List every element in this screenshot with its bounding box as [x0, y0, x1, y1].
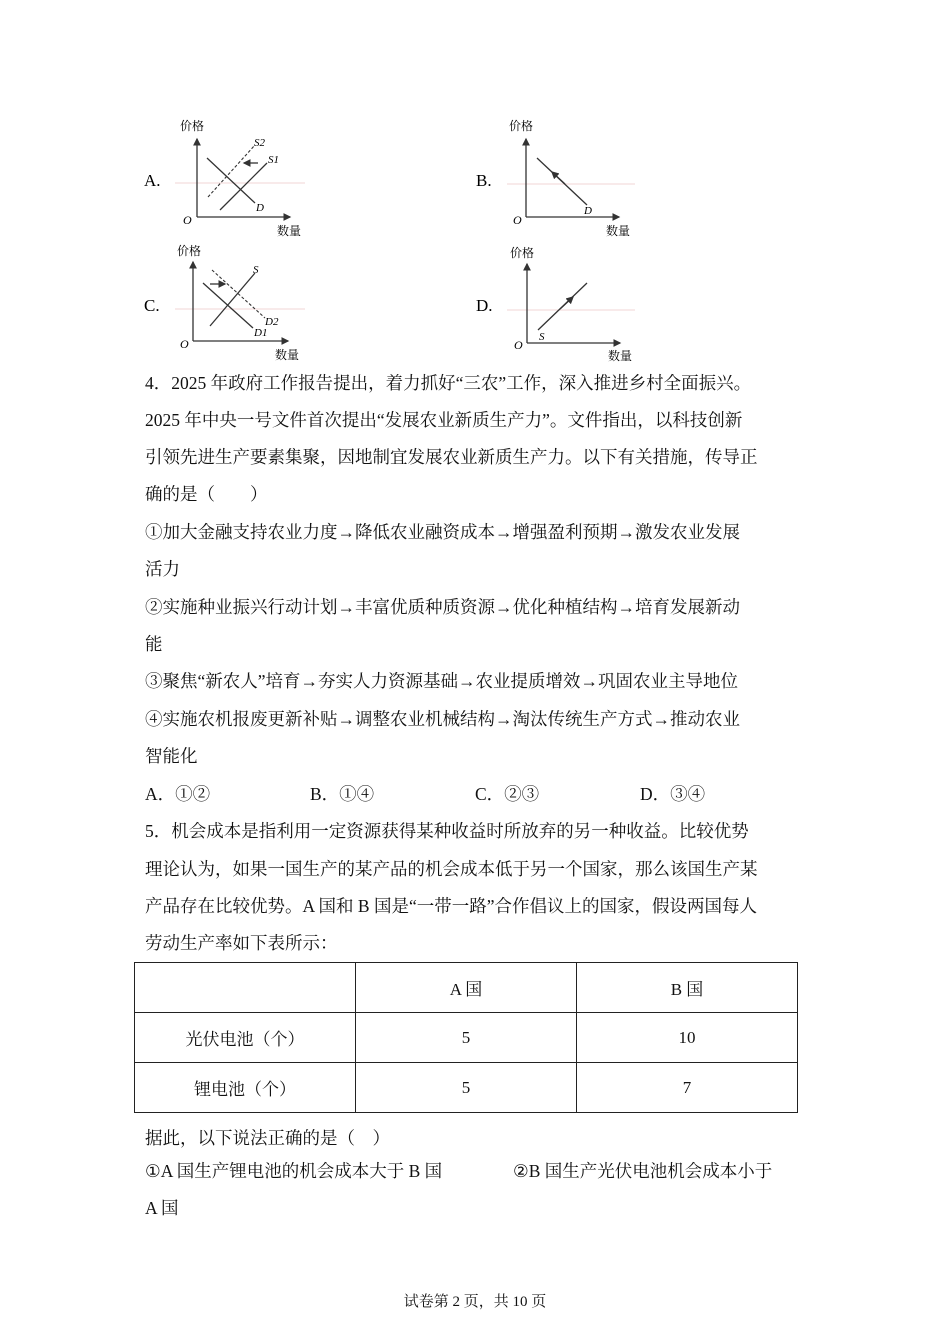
q5-line: 5．机会成本是指利用一定资源获得某种收益时所放弃的另一种收益。比较优势: [145, 821, 749, 841]
svg-text:D: D: [256, 202, 264, 214]
svg-text:数量: 数量: [277, 224, 302, 238]
q4-option-b[interactable]: B．①④: [310, 784, 375, 804]
svg-text:价格: 价格: [177, 244, 202, 258]
q5-line: 劳动生产率如下表所示：: [145, 933, 338, 953]
graph-b: [476, 118, 630, 238]
q4-statement: ③聚焦“新农人”培育→夯实人力资源基础→农业提质增效→巩固农业主导地位: [145, 671, 739, 691]
svg-text:D1: D1: [254, 327, 268, 339]
q4-statement: ④实施农机报废更新补贴→调整农业机械结构→淘汰传统生产方式→推动农业: [145, 709, 740, 729]
svg-text:O: O: [183, 213, 192, 227]
q4-statement: ①加大金融支持农业力度→降低农业融资成本→增强盈利预期→激发农业发展: [145, 522, 740, 542]
q4-statement: ②实施种业振兴行动计划→丰富优质种质资源→优化种植结构→培育发展新动: [145, 597, 740, 617]
svg-text:价格: 价格: [509, 119, 534, 133]
q4-statement: 智能化: [145, 746, 198, 766]
q5-line: 理论认为，如果一国生产的某产品的机会成本低于另一个国家，那么该国生产某: [145, 859, 758, 879]
q4-line: 确的是（ ）: [145, 484, 268, 504]
svg-text:S2: S2: [254, 137, 265, 149]
table-header-row: A 国 B 国: [135, 963, 798, 1013]
q4-option-a[interactable]: A．①②: [145, 784, 211, 804]
supply-demand-graphs: [140, 110, 660, 370]
q5-statement-2: ②B 国生产光伏电池机会成本小于: [513, 1161, 773, 1181]
table-row: 锂电池（个） 5 7: [135, 1063, 798, 1113]
svg-text:数量: 数量: [606, 224, 631, 238]
graph-c: [144, 243, 299, 362]
svg-text:价格: 价格: [510, 246, 535, 260]
svg-text:D.: D.: [476, 296, 493, 315]
svg-text:价格: 价格: [180, 119, 205, 133]
q4-line: 引领先进生产要素集聚，因地制宜发展农业新质生产力。以下有关措施，传导正: [145, 447, 758, 467]
svg-text:数量: 数量: [275, 348, 300, 362]
graph-a: [144, 118, 301, 238]
q5-statement-1: ①A 国生产锂电池的机会成本大于 B 国: [145, 1161, 443, 1181]
q4-line: 4．2025 年政府工作报告提出，着力抓好“三农”工作，深入推进乡村全面振兴。: [145, 373, 752, 393]
svg-text:S: S: [539, 331, 545, 343]
table-row: 光伏电池（个） 5 10: [135, 1013, 798, 1063]
svg-text:D2: D2: [265, 316, 279, 328]
svg-text:O: O: [513, 213, 522, 227]
svg-text:B.: B.: [476, 171, 492, 190]
q4-statement: 能: [145, 634, 163, 654]
q5-statement-2-cont: A 国: [145, 1198, 179, 1218]
option-label: A.: [144, 171, 161, 190]
q5-prompt: 据此，以下说法正确的是（ ）: [145, 1128, 390, 1148]
page-footer: 试卷第 2 页，共 10 页: [403, 1294, 547, 1310]
q4-option-d[interactable]: D．③④: [640, 784, 706, 804]
svg-text:D: D: [584, 205, 592, 217]
q5-line: 产品存在比较优势。A 国和 B 国是“一带一路”合作倡议上的国家，假设两国每人: [145, 896, 758, 916]
q4-statement: 活力: [145, 559, 180, 579]
svg-text:数量: 数量: [608, 349, 633, 363]
q4-option-c[interactable]: C．②③: [475, 784, 540, 804]
svg-text:S: S: [253, 264, 259, 276]
q4-line: 2025 年中央一号文件首次提出“发展农业新质生产力”。文件指出，以科技创新: [145, 410, 743, 430]
svg-text:O: O: [180, 337, 189, 351]
svg-text:S1: S1: [268, 154, 279, 166]
graph-d: [476, 245, 632, 363]
svg-text:C.: C.: [144, 296, 160, 315]
productivity-table: [134, 962, 798, 1113]
svg-text:O: O: [514, 338, 523, 352]
